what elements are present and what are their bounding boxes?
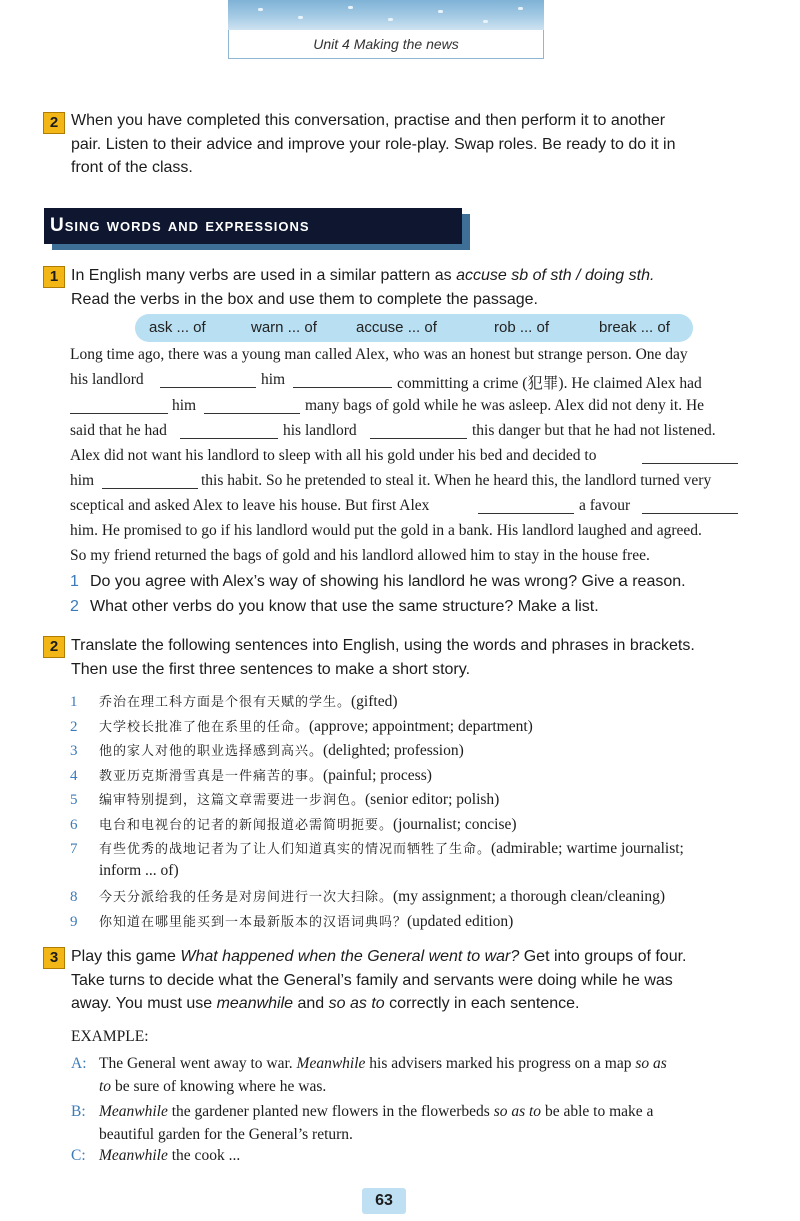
- word-box-item: ask ... of: [149, 319, 206, 336]
- keyword: so as to: [328, 995, 385, 1012]
- text-span: his advisers marked his progress on a map: [365, 1055, 636, 1072]
- keyword: meanwhile: [216, 995, 294, 1012]
- text-span: The General went away to war.: [99, 1055, 297, 1072]
- task3-instructions: [71, 945, 687, 1016]
- text-span: Get into groups of four.: [519, 948, 687, 965]
- chinese-sentence: 乔治在理工科方面是个很有天赋的学生。: [99, 695, 352, 710]
- chinese-sentence: 有些优秀的战地记者为了让人们知道真实的情况而牺牲了生命。: [99, 842, 492, 857]
- item-number: 6: [70, 817, 78, 833]
- text-span: In English many verbs are used in a similar pattern as: [71, 267, 457, 284]
- chinese-sentence: 你知道在哪里能买到一本最新版本的汉语词典吗？: [99, 915, 408, 930]
- unit-title: Unit 4 Making the news: [228, 30, 544, 59]
- question-number: 1: [70, 573, 79, 590]
- keyword: Meanwhile: [99, 1103, 168, 1120]
- passage-text: his landlord: [70, 371, 144, 388]
- game-title: What happened when the General went to war?: [180, 948, 520, 965]
- text-span: and: [293, 995, 329, 1012]
- question-number: 2: [70, 598, 79, 615]
- task-number-badge: 2: [43, 636, 65, 658]
- keyword: so as: [635, 1055, 667, 1072]
- text-line: Read the verbs in the box and use them to complete the passage.: [71, 290, 538, 308]
- translation-item: [70, 691, 398, 711]
- passage-text: said that he had: [70, 422, 167, 439]
- keyword: Meanwhile: [99, 1147, 168, 1164]
- keyword: to: [99, 1078, 112, 1095]
- translation-item: [70, 911, 513, 931]
- text-span: correctly in each sentence.: [384, 995, 580, 1012]
- translation-item: [70, 789, 499, 809]
- answer-blank[interactable]: [70, 413, 168, 414]
- hint-words: (gifted): [351, 693, 398, 710]
- hint-words: (admirable; wartime journalist;: [491, 840, 684, 857]
- answer-blank[interactable]: [180, 438, 278, 439]
- translation-item: [70, 814, 517, 834]
- answer-blank[interactable]: [478, 513, 574, 514]
- answer-blank[interactable]: [204, 413, 300, 414]
- text-span: Play this game: [71, 948, 181, 965]
- page-number: 63: [362, 1188, 406, 1214]
- item-number: 8: [70, 889, 78, 905]
- chinese-sentence: 他的家人对他的职业选择感到高兴。: [99, 744, 324, 759]
- passage-text: many bags of gold while he was asleep. Alex did not deny it. He: [305, 397, 705, 414]
- keyword: Meanwhile: [296, 1055, 366, 1072]
- example-c: [71, 1144, 741, 1167]
- example-marker: A:: [71, 1055, 87, 1072]
- item-number: 9: [70, 914, 78, 930]
- passage-text: Alex did not want his landlord to sleep with all his gold under his bed and decided to: [70, 447, 597, 464]
- passage-text: this danger but that he had not listened.: [472, 422, 716, 439]
- item-number: 5: [70, 792, 78, 808]
- task-number-badge: 2: [43, 112, 65, 134]
- passage-text: sceptical and asked Alex to leave his house. But first Alex: [70, 497, 430, 514]
- passage-text: committing a crime (犯罪). He claimed Alex had: [397, 375, 702, 392]
- text-span: be sure of knowing where he was.: [111, 1078, 327, 1095]
- hint-words: (journalist; concise): [393, 816, 517, 833]
- hint-words: (updated edition): [407, 913, 514, 930]
- item-number: 3: [70, 743, 78, 759]
- text-line: Take turns to decide what the General’s family and servants were doing while he was: [71, 971, 673, 989]
- item-number: 7: [70, 841, 78, 857]
- question-item: [70, 570, 686, 594]
- keyword: so as to: [493, 1103, 542, 1120]
- passage-text: a favour: [579, 497, 631, 514]
- chinese-sentence: 今天分派给我的任务是对房间进行一次大扫除。: [99, 890, 394, 905]
- translation-item: [70, 716, 533, 736]
- item-number: 1: [70, 694, 78, 710]
- translation-item: [70, 740, 464, 760]
- example-label: EXAMPLE:: [71, 1028, 149, 1045]
- answer-blank[interactable]: [642, 463, 738, 464]
- item-number: 2: [70, 719, 78, 735]
- section-banner-title: Using words and expressions: [50, 215, 310, 236]
- task-top-text: [71, 109, 675, 180]
- passage-text: this habit. So he pretended to steal it. When he heard this, the landlord turned very: [201, 472, 712, 489]
- text-line: pair. Listen to their advice and improve your role-play. Swap roles. Be ready to do it in: [71, 135, 676, 153]
- example-b: [71, 1100, 741, 1146]
- answer-blank[interactable]: [160, 387, 256, 388]
- word-box-item: break ... of: [599, 319, 670, 336]
- translation-item: [70, 765, 432, 785]
- text-span: be able to make a: [541, 1103, 654, 1120]
- example-marker: C:: [71, 1147, 86, 1164]
- passage-text: him: [261, 371, 286, 388]
- text-line: When you have completed this conversation, practise and then perform it to another: [71, 112, 666, 129]
- question-item: [70, 595, 599, 619]
- passage-line: So my friend returned the bags of gold and his landlord allowed him to stay in the house free.: [70, 547, 650, 564]
- chinese-sentence: 教亚历克斯滑雪真是一件痛苦的事。: [99, 769, 324, 784]
- answer-blank[interactable]: [102, 488, 198, 489]
- hint-words: (senior editor; polish): [365, 791, 500, 808]
- text-line: Translate the following sentences into English, using the words and phrases in brackets.: [71, 637, 695, 654]
- question-text: Do you agree with Alex’s way of showing his landlord he was wrong? Give a reason.: [90, 573, 686, 590]
- chinese-sentence: 电台和电视台的记者的新闻报道必需简明扼要。: [99, 818, 394, 833]
- text-line: front of the class.: [71, 159, 193, 176]
- word-box-item: accuse ... of: [356, 319, 437, 336]
- text-span: the gardener planted new flowers in the flowerbeds: [167, 1103, 494, 1120]
- task-number-badge: 3: [43, 947, 65, 969]
- item-number: 4: [70, 768, 78, 784]
- example-a: [71, 1052, 741, 1098]
- hint-words: (delighted; profession): [323, 742, 464, 759]
- answer-blank[interactable]: [370, 438, 467, 439]
- hint-words: (my assignment; a thorough clean/cleaning): [393, 888, 666, 905]
- passage-line: Long time ago, there was a young man called Alex, who was an honest but strange person. One day: [70, 346, 688, 363]
- answer-blank[interactable]: [293, 387, 392, 388]
- text-line: beautiful garden for the General’s return.: [99, 1126, 353, 1143]
- text-span: away. You must use: [71, 995, 217, 1012]
- passage-text: his landlord: [283, 422, 357, 439]
- word-box-item: warn ... of: [251, 319, 317, 336]
- task2-instructions: [71, 634, 695, 681]
- answer-blank[interactable]: [642, 513, 738, 514]
- passage-text: him: [172, 397, 197, 414]
- translation-item: [70, 886, 665, 906]
- hint-words: (approve; appointment; department): [309, 718, 533, 735]
- passage-text: him: [70, 472, 95, 489]
- pattern-text: accuse sb of sth / doing sth.: [456, 267, 655, 284]
- translation-item-continued: [99, 862, 179, 880]
- example-marker: B:: [71, 1103, 86, 1120]
- chinese-sentence: 大学校长批准了他在系里的任命。: [99, 720, 310, 735]
- task1-instructions: [71, 264, 654, 311]
- task-number-badge: 1: [43, 266, 65, 288]
- passage-line: him. He promised to go if his landlord would put the gold in a bank. His landlord laughed and agreed.: [70, 522, 702, 539]
- header-image: [228, 0, 544, 30]
- translation-item: [70, 838, 684, 858]
- question-text: What other verbs do you know that use the same structure? Make a list.: [90, 598, 599, 615]
- hint-words: inform ... of): [99, 862, 179, 879]
- hint-words: (painful; process): [323, 767, 432, 784]
- chinese-sentence: 编审特别提到，这篇文章需要进一步润色。: [99, 793, 366, 808]
- text-line: Then use the first three sentences to make a short story.: [71, 660, 471, 678]
- word-box-item: rob ... of: [494, 319, 550, 336]
- text-span: the cook ...: [167, 1147, 241, 1164]
